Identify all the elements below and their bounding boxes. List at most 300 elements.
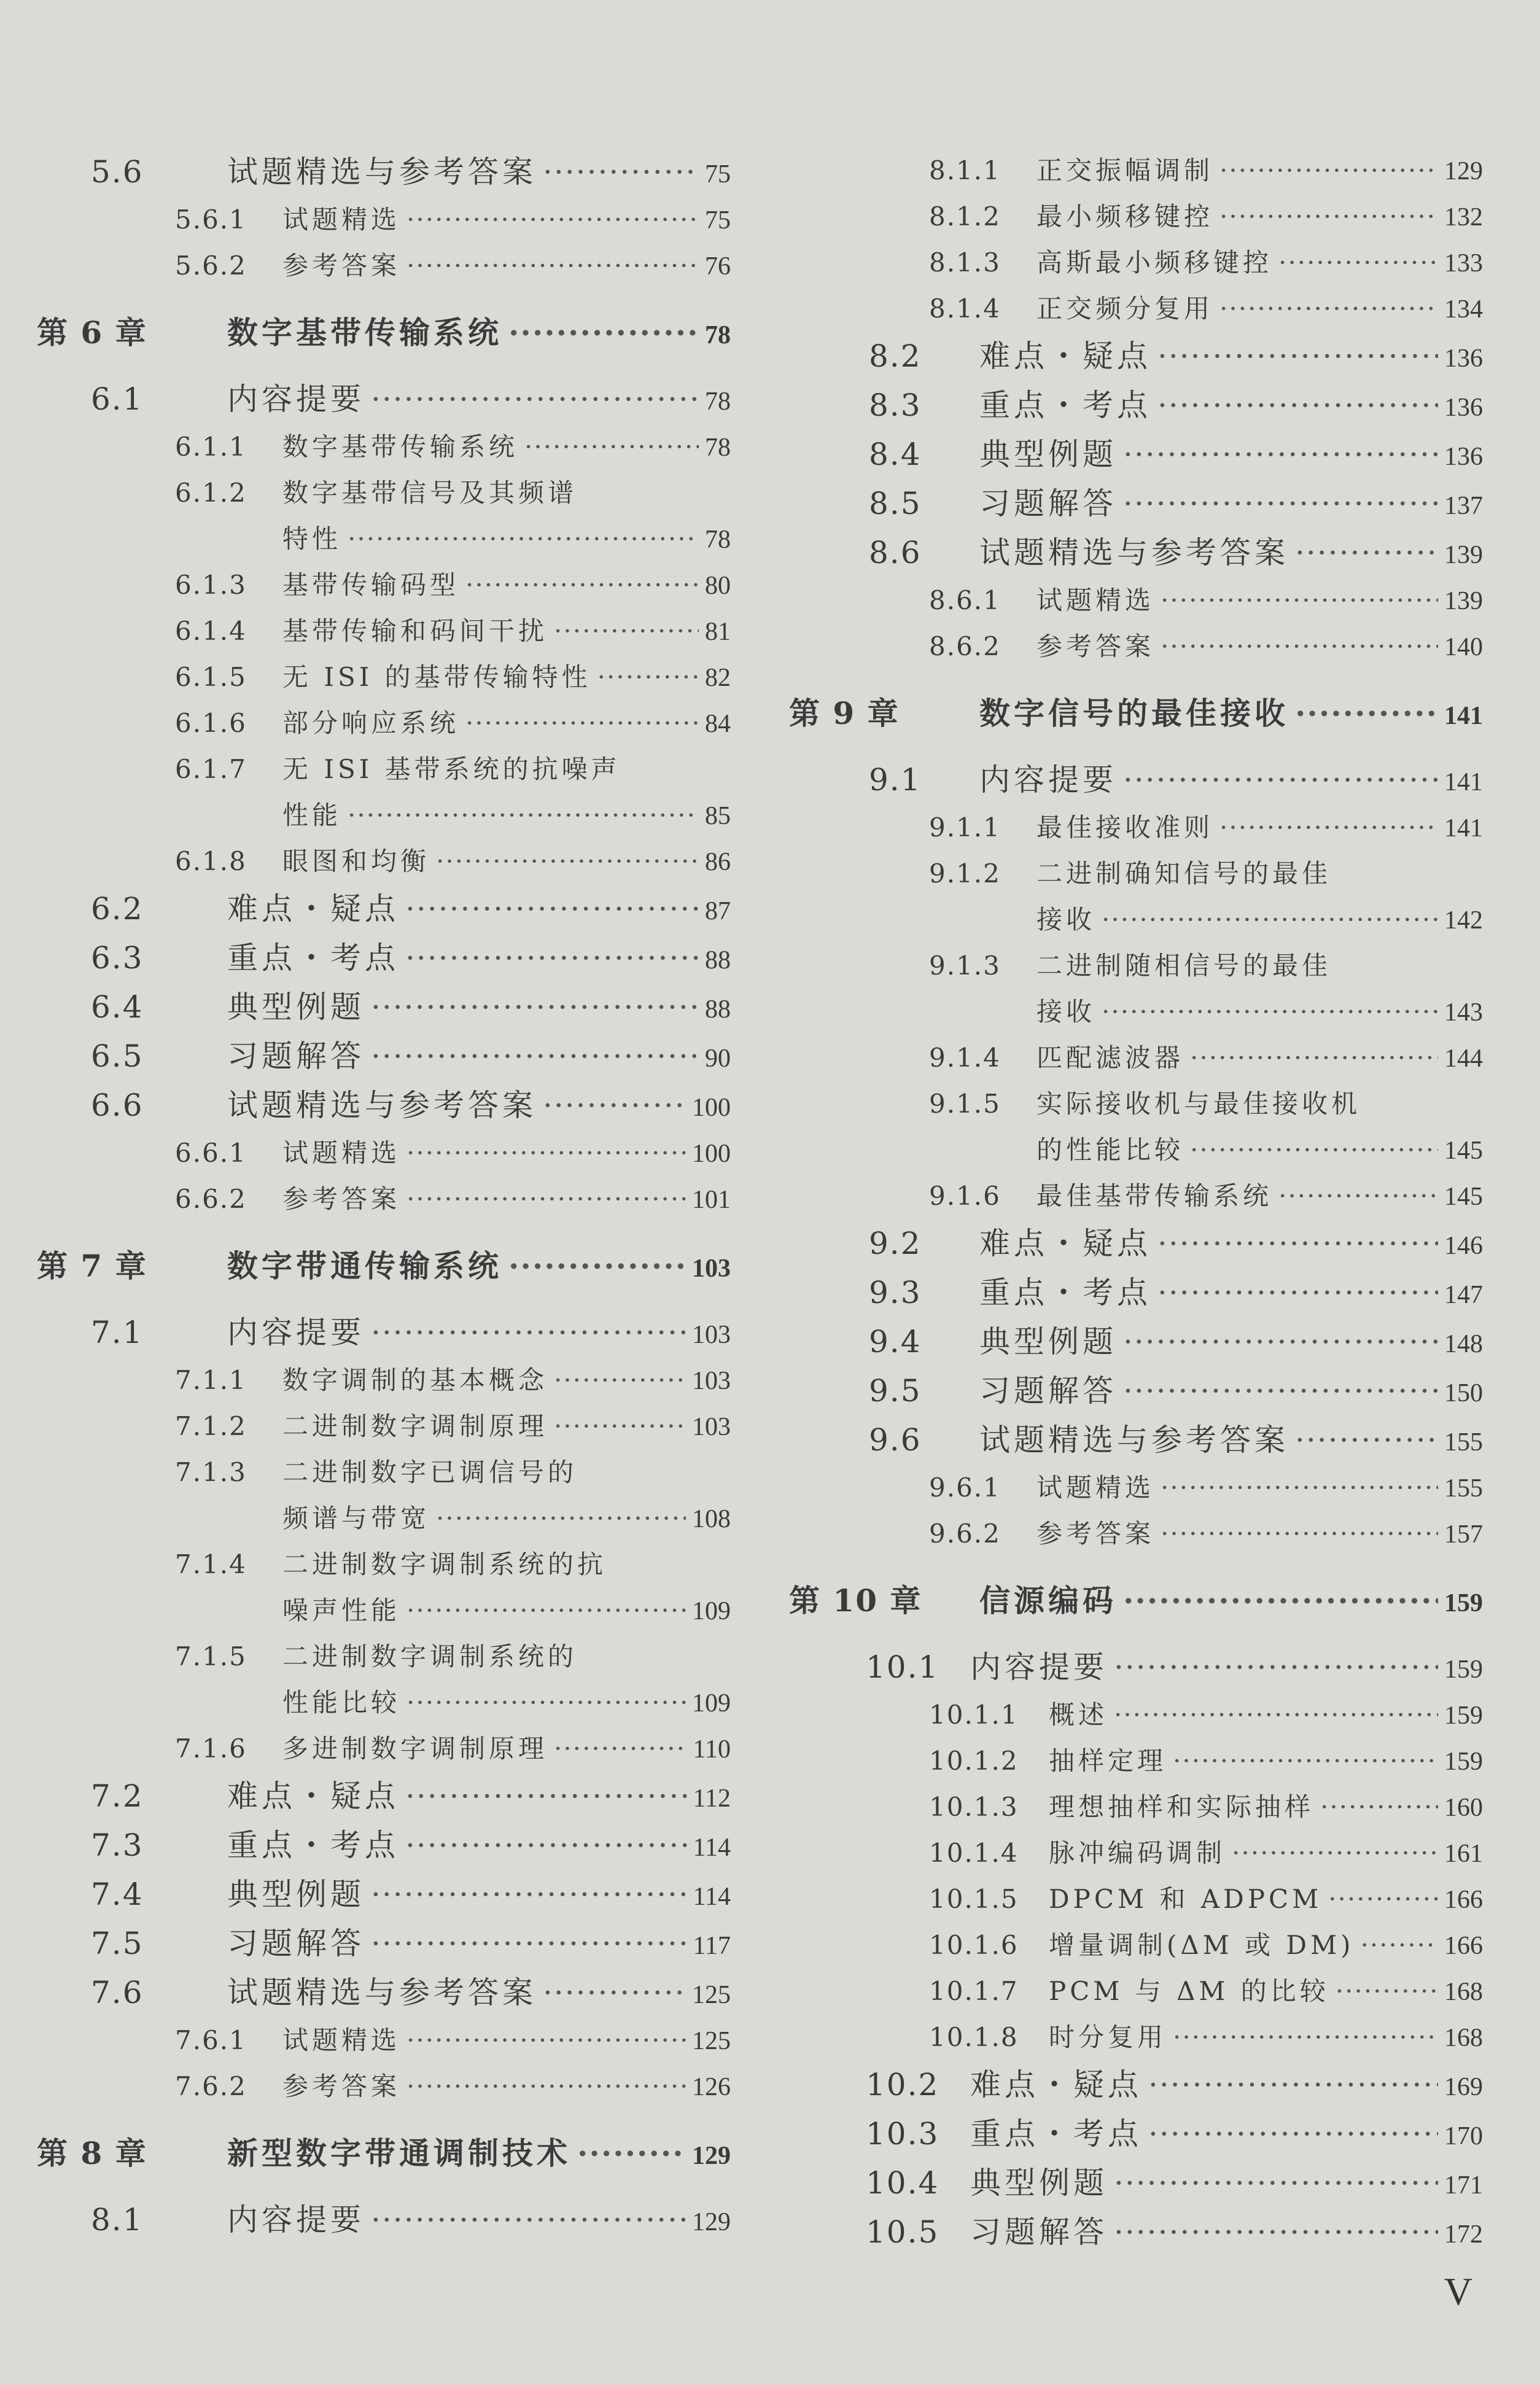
toc-chapter[interactable] (37, 2129, 731, 2178)
toc-entry-page: 141 (1444, 814, 1483, 842)
toc-entry-number: 6.1.4 (175, 616, 247, 646)
toc-section[interactable] (789, 2208, 1483, 2257)
toc-leader-dots (1219, 193, 1438, 239)
toc-entry-number: 8.2 (869, 338, 922, 374)
toc-entry-number: 7.3 (91, 1827, 144, 1863)
toc-entry-title: 实际接收机与最佳接收机 (1036, 1089, 1361, 1119)
toc-entry-page: 87 (705, 897, 731, 925)
toc-subsection[interactable] (789, 804, 1483, 850)
toc-entry-page: 145 (1444, 1183, 1483, 1211)
toc-leader-dots (406, 1587, 686, 1633)
toc-subsection[interactable] (37, 1679, 731, 1726)
toc-leader-dots (1161, 577, 1438, 623)
toc-section[interactable] (37, 1821, 731, 1870)
toc-section[interactable] (789, 1317, 1483, 1366)
toc-entry-title: 试题精选 (282, 204, 401, 235)
toc-section[interactable] (789, 528, 1483, 577)
toc-subsection[interactable] (37, 1449, 731, 1495)
toc-section[interactable] (789, 430, 1483, 479)
toc-entry-page: 86 (705, 848, 731, 876)
toc-entry-number: 8.6.1 (929, 585, 1001, 615)
toc-entry-page: 134 (1444, 295, 1483, 324)
toc-entry-page: 148 (1444, 1330, 1483, 1358)
toc-section[interactable] (37, 1081, 731, 1130)
toc-entry-title: PCM 与 ΔM 的比较 (1049, 1976, 1329, 2006)
toc-subsection[interactable] (789, 850, 1483, 897)
page-number: V (1444, 2270, 1472, 2313)
toc-entry-number: 6.5 (91, 1038, 144, 1074)
toc-leader-dots (1190, 1035, 1438, 1081)
toc-entry-number: 5.6.2 (175, 251, 247, 281)
toc-section[interactable] (37, 884, 731, 933)
toc-leader-dots (1295, 689, 1438, 738)
toc-leader-dots (554, 608, 699, 654)
toc-entry-page: 103 (692, 1255, 731, 1283)
toc-leader-dots (554, 1357, 686, 1403)
toc-subsection[interactable] (789, 1511, 1483, 1557)
toc-entry-title: 习题解答 (227, 1038, 365, 1074)
toc-entry-title: 增量调制(ΔM 或 DM) (1049, 1930, 1355, 1960)
toc-entry-title: 重点・考点 (979, 387, 1151, 423)
toc-column-left (37, 147, 731, 2244)
toc-subsection[interactable] (789, 147, 1483, 193)
toc-entry-page: 169 (1444, 2073, 1483, 2101)
toc-entry-title: 内容提要 (227, 1315, 365, 1350)
toc-entry-title: 难点・疑点 (979, 1226, 1151, 1261)
toc-leader-dots (554, 1403, 686, 1449)
toc-subsection[interactable] (789, 2014, 1483, 2060)
toc-leader-dots (406, 2063, 686, 2109)
toc-entry-number: 5.6 (91, 154, 144, 190)
toc-leader-dots (554, 1726, 687, 1772)
toc-entry-title: 难点・疑点 (227, 1778, 399, 1814)
toc-entry-page: 125 (692, 2027, 731, 2055)
toc-leader-dots (1148, 2060, 1438, 2109)
toc-leader-dots (508, 308, 699, 357)
toc-section[interactable] (789, 2158, 1483, 2208)
toc-entry-page: 159 (1444, 1589, 1483, 1617)
toc-leader-dots (1157, 381, 1438, 430)
toc-entry-number: 6.1.5 (175, 662, 247, 692)
toc-leader-dots (1123, 430, 1438, 479)
toc-subsection[interactable] (789, 943, 1483, 989)
toc-entry-title: 二进制随相信号的最佳 (1036, 951, 1332, 981)
toc-entry-number: 10.1.4 (929, 1838, 1019, 1868)
toc-leader-dots (1161, 623, 1438, 669)
toc-entry-title: 习题解答 (970, 2214, 1108, 2250)
toc-entry-page: 114 (693, 1883, 731, 1911)
toc-entry-title: 习题解答 (979, 1373, 1117, 1409)
toc-section[interactable] (789, 755, 1483, 804)
toc-entry-page: 136 (1444, 394, 1483, 422)
toc-leader-dots (406, 1679, 686, 1726)
toc-entry-title: 数字信号的最佳接收 (979, 695, 1289, 731)
toc-entry-title: 试题精选 (282, 2025, 401, 2055)
toc-entry-page: 101 (692, 1186, 731, 1214)
toc-entry-number: 10.2 (866, 2067, 939, 2103)
toc-subsection[interactable] (37, 1403, 731, 1449)
toc-entry-number: 10.1.1 (929, 1700, 1019, 1730)
toc-subsection[interactable] (37, 1726, 731, 1772)
toc-entry-title: 性能 (282, 800, 342, 830)
toc-entry-page: 103 (692, 1321, 731, 1349)
toc-section[interactable] (789, 1219, 1483, 1268)
toc-section[interactable] (789, 479, 1483, 528)
toc-entry-number: 9.6.1 (929, 1473, 1001, 1503)
toc-leader-dots (1232, 1830, 1438, 1876)
toc-subsection[interactable] (789, 577, 1483, 623)
toc-subsection[interactable] (789, 1922, 1483, 1968)
toc-section[interactable] (789, 1415, 1483, 1465)
toc-leader-dots (348, 516, 699, 562)
toc-entry-number: 6.1.8 (175, 846, 247, 876)
toc-entry-title: 频谱与带宽 (282, 1503, 430, 1533)
toc-leader-dots (1336, 1968, 1438, 2014)
toc-entry-number: 10.5 (866, 2214, 939, 2250)
toc-entry-page: 129 (692, 2208, 731, 2236)
toc-entry-page: 78 (705, 434, 731, 462)
toc-entry-page: 78 (705, 321, 731, 349)
toc-subsection[interactable] (789, 1876, 1483, 1922)
toc-leader-dots (1157, 1219, 1438, 1268)
toc-entry-page: 78 (705, 387, 731, 416)
toc-leader-dots (1102, 989, 1438, 1035)
toc-entry-number: 6.2 (91, 891, 144, 927)
toc-entry-number: 6.6.2 (175, 1184, 247, 1214)
toc-subsection[interactable] (37, 424, 731, 470)
toc-section[interactable] (789, 1268, 1483, 1317)
toc-entry-title: 正交频分复用 (1036, 294, 1214, 324)
toc-subsection[interactable] (789, 239, 1483, 286)
toc-leader-dots (371, 982, 699, 1032)
toc-leader-dots (1320, 1784, 1438, 1830)
toc-entry-number: 7.1.4 (175, 1549, 247, 1579)
toc-entry-page: 141 (1444, 702, 1483, 730)
toc-section[interactable] (37, 1032, 731, 1081)
toc-entry-number: 7.6.2 (175, 2071, 247, 2101)
toc-leader-dots (1123, 1576, 1438, 1625)
toc-entry-title: 信源编码 (979, 1582, 1117, 1619)
toc-leader-dots (406, 196, 699, 243)
toc-entry-page: 136 (1444, 344, 1483, 373)
toc-entry-page: 75 (705, 206, 731, 235)
toc-entry-number: 10.1.2 (929, 1746, 1019, 1776)
toc-entry-page: 125 (692, 1981, 731, 2009)
toc-entry-title: 接收 (1036, 997, 1096, 1027)
toc-subsection[interactable] (789, 1035, 1483, 1081)
toc-entry-page: 103 (692, 1367, 731, 1395)
toc-leader-dots (1157, 1268, 1438, 1317)
toc-entry-title: 数字带通传输系统 (227, 1248, 502, 1284)
toc-entry-title: 试题精选与参考答案 (227, 1087, 537, 1123)
toc-subsection[interactable] (37, 838, 731, 884)
toc-entry-page: 126 (692, 2073, 731, 2101)
toc-subsection[interactable] (789, 1830, 1483, 1876)
toc-entry-number: 9.1 (869, 762, 922, 798)
toc-entry-title: 眼图和均衡 (282, 846, 430, 876)
toc-subsection[interactable] (789, 1784, 1483, 1830)
toc-entry-title: 内容提要 (227, 381, 365, 417)
toc-section[interactable] (789, 1366, 1483, 1415)
toc-entry-title: 最佳基带传输系统 (1036, 1181, 1273, 1211)
toc-leader-dots (1295, 528, 1438, 577)
toc-entry-title: 典型例题 (979, 437, 1117, 472)
toc-entry-page: 160 (1444, 1794, 1483, 1822)
toc-leader-dots (1278, 239, 1438, 286)
toc-entry-title: 试题精选 (1036, 1473, 1155, 1503)
toc-entry-title: 无 ISI 的基带传输特性 (282, 662, 591, 692)
toc-leader-dots (1173, 2014, 1438, 2060)
toc-column-right (789, 147, 1483, 2257)
toc-entry-title: 二进制数字已调信号的 (282, 1457, 578, 1487)
toc-entry-number: 第 7 章 (37, 1248, 147, 1284)
toc-entry-title: 最小频移键控 (1036, 201, 1214, 231)
toc-chapter[interactable] (789, 1576, 1483, 1625)
toc-section[interactable] (37, 982, 731, 1032)
toc-entry-number: 8.5 (869, 486, 922, 521)
toc-subsection[interactable] (37, 1541, 731, 1587)
toc-chapter[interactable] (37, 308, 731, 357)
toc-section[interactable] (37, 1870, 731, 1919)
toc-entry-number: 6.1.2 (175, 478, 247, 508)
toc-entry-number: 7.5 (91, 1926, 144, 1961)
toc-entry-number: 8.1.4 (929, 294, 1001, 324)
toc-entry-number: 10.1.3 (929, 1792, 1019, 1822)
toc-entry-number: 第 8 章 (37, 2135, 147, 2171)
toc-subsection[interactable] (37, 746, 731, 792)
toc-entry-number: 5.6.1 (175, 204, 247, 235)
toc-entry-number: 8.1.2 (929, 201, 1001, 231)
toc-leader-dots (465, 700, 699, 746)
toc-leader-dots (371, 375, 699, 424)
toc-leader-dots (436, 838, 699, 884)
toc-subsection[interactable] (789, 623, 1483, 669)
toc-entry-number: 10.4 (866, 2165, 939, 2201)
toc-entry-page: 129 (1444, 157, 1483, 185)
toc-subsection[interactable] (789, 1127, 1483, 1173)
toc-entry-page: 90 (705, 1045, 731, 1073)
toc-subsection[interactable] (37, 470, 731, 516)
toc-entry-title: 重点・考点 (227, 1827, 399, 1863)
toc-entry-page: 103 (692, 1413, 731, 1441)
toc-entry-page: 139 (1444, 587, 1483, 615)
toc-subsection[interactable] (37, 243, 731, 289)
toc-entry-title: 性能比较 (282, 1687, 401, 1718)
toc-chapter[interactable] (37, 1242, 731, 1291)
toc-entry-title: 数字调制的基本概念 (282, 1365, 548, 1395)
toc-section[interactable] (37, 1772, 731, 1821)
toc-subsection[interactable] (37, 516, 731, 562)
toc-entry-title: 理想抽样和实际抽样 (1049, 1792, 1315, 1822)
toc-entry-number: 6.6 (91, 1087, 144, 1123)
toc-entry-page: 166 (1444, 1886, 1483, 1914)
toc-entry-number: 8.1.3 (929, 247, 1001, 278)
toc-entry-page: 78 (705, 526, 731, 554)
toc-entry-title: 难点・疑点 (979, 338, 1151, 374)
toc-entry-number: 7.2 (91, 1778, 144, 1814)
toc-subsection[interactable] (37, 1495, 731, 1541)
toc-subsection[interactable] (37, 1633, 731, 1679)
toc-leader-dots (1278, 1173, 1438, 1219)
toc-leader-dots (406, 1130, 686, 1176)
toc-entry-page: 172 (1444, 2220, 1483, 2249)
toc-entry-title: 概述 (1049, 1700, 1108, 1730)
toc-entry-title: 的性能比较 (1036, 1135, 1184, 1165)
toc-subsection[interactable] (789, 193, 1483, 239)
toc-chapter[interactable] (789, 689, 1483, 738)
toc-entry-number: 9.4 (869, 1324, 922, 1360)
toc-subsection[interactable] (789, 1968, 1483, 2014)
toc-subsection[interactable] (789, 286, 1483, 332)
toc-entry-page: 100 (692, 1140, 731, 1168)
toc-leader-dots (577, 2129, 686, 2178)
toc-entry-number: 9.3 (869, 1275, 922, 1310)
toc-section[interactable] (789, 2109, 1483, 2158)
toc-entry-title: 参考答案 (282, 2071, 401, 2101)
toc-entry-number: 10.1.6 (929, 1930, 1019, 1960)
toc-entry-number: 8.4 (869, 437, 922, 472)
toc-leader-dots (1219, 147, 1438, 193)
toc-entry-page: 117 (693, 1932, 731, 1960)
toc-subsection[interactable] (789, 1692, 1483, 1738)
toc-subsection[interactable] (37, 700, 731, 746)
toc-entry-title: 典型例题 (979, 1324, 1117, 1360)
toc-entry-number: 10.3 (866, 2116, 939, 2152)
toc-entry-number: 10.1 (866, 1649, 939, 1685)
toc-leader-dots (1328, 1876, 1438, 1922)
toc-entry-title: 数字基带传输系统 (282, 432, 519, 462)
toc-entry-page: 146 (1444, 1232, 1483, 1260)
toc-entry-title: 脉冲编码调制 (1049, 1838, 1226, 1868)
toc-entry-title: 数字基带信号及其频谱 (282, 478, 578, 508)
toc-subsection[interactable] (789, 989, 1483, 1035)
toc-section[interactable] (37, 375, 731, 424)
toc-leader-dots (465, 562, 699, 608)
toc-leader-dots (524, 424, 699, 470)
toc-entry-title: 噪声性能 (282, 1595, 401, 1625)
toc-entry-page: 88 (705, 995, 731, 1024)
toc-entry-title: 难点・疑点 (970, 2067, 1142, 2103)
toc-entry-number: 第 6 章 (37, 314, 147, 351)
toc-leader-dots (1148, 2109, 1438, 2158)
toc-entry-page: 147 (1444, 1281, 1483, 1309)
toc-section[interactable] (37, 2195, 731, 2244)
toc-entry-page: 150 (1444, 1379, 1483, 1407)
toc-entry-number: 7.1.1 (175, 1365, 247, 1395)
toc-entry-page: 133 (1444, 249, 1483, 278)
toc-leader-dots (1114, 1692, 1438, 1738)
toc-entry-number: 6.3 (91, 940, 144, 976)
toc-leader-dots (436, 1495, 686, 1541)
toc-entry-number: 7.4 (91, 1877, 144, 1912)
toc-section[interactable] (37, 1919, 731, 1968)
toc-section[interactable] (789, 1643, 1483, 1692)
toc-entry-page: 159 (1444, 1748, 1483, 1776)
toc-subsection[interactable] (37, 792, 731, 838)
toc-entry-title: 重点・考点 (227, 940, 399, 976)
toc-leader-dots (1114, 1643, 1438, 1692)
toc-entry-number: 9.1.4 (929, 1043, 1001, 1073)
toc-entry-title: 基带传输码型 (282, 570, 460, 600)
toc-section[interactable] (37, 1968, 731, 2017)
toc-entry-page: 114 (693, 1834, 731, 1862)
toc-entry-title: 试题精选与参考答案 (227, 1975, 537, 2010)
toc-entry-number: 7.1.5 (175, 1641, 247, 1671)
toc-subsection[interactable] (37, 1587, 731, 1633)
toc-entry-title: 重点・考点 (970, 2116, 1142, 2152)
toc-subsection[interactable] (37, 1130, 731, 1176)
toc-entry-title: 难点・疑点 (227, 891, 399, 927)
toc-leader-dots (371, 1919, 687, 1968)
toc-subsection[interactable] (789, 1081, 1483, 1127)
toc-section[interactable] (789, 381, 1483, 430)
toc-section[interactable] (37, 147, 731, 196)
toc-subsection[interactable] (37, 1357, 731, 1403)
toc-entry-title: 内容提要 (970, 1649, 1108, 1685)
toc-entry-number: 10.1.8 (929, 2022, 1019, 2052)
toc-leader-dots (1123, 1317, 1438, 1366)
toc-section[interactable] (37, 1308, 731, 1357)
toc-entry-number: 7.6 (91, 1975, 144, 2010)
toc-entry-page: 85 (705, 802, 731, 830)
toc-leader-dots (597, 654, 699, 700)
toc-entry-page: 109 (692, 1689, 731, 1718)
toc-subsection[interactable] (37, 562, 731, 608)
toc-subsection[interactable] (789, 1738, 1483, 1784)
toc-subsection[interactable] (789, 1465, 1483, 1511)
toc-subsection[interactable] (789, 1173, 1483, 1219)
toc-entry-page: 157 (1444, 1520, 1483, 1549)
toc-entry-number: 第 10 章 (789, 1582, 922, 1619)
toc-entry-page: 142 (1444, 906, 1483, 935)
toc-subsection[interactable] (37, 2017, 731, 2063)
toc-entry-number: 9.6.2 (929, 1519, 1001, 1549)
toc-entry-number: 9.1.1 (929, 812, 1001, 842)
toc-leader-dots (371, 2195, 686, 2244)
toc-entry-title: 二进制数字调制系统的 (282, 1641, 578, 1671)
toc-subsection[interactable] (37, 654, 731, 700)
toc-entry-title: 内容提要 (227, 2202, 365, 2238)
toc-entry-page: 139 (1444, 541, 1483, 569)
toc-leader-dots (508, 1242, 686, 1291)
toc-leader-dots (405, 1772, 687, 1821)
toc-entry-title: 正交振幅调制 (1036, 155, 1214, 185)
toc-subsection[interactable] (37, 2063, 731, 2109)
toc-entry-page: 144 (1444, 1045, 1483, 1073)
toc-entry-title: 重点・考点 (979, 1275, 1151, 1310)
toc-entry-title: 高斯最小频移键控 (1036, 247, 1273, 278)
toc-section[interactable] (37, 933, 731, 982)
toc-subsection[interactable] (789, 897, 1483, 943)
toc-section[interactable] (789, 2060, 1483, 2109)
toc-entry-page: 155 (1444, 1428, 1483, 1457)
toc-entry-page: 84 (705, 710, 731, 738)
toc-entry-title: 典型例题 (970, 2165, 1108, 2201)
toc-section[interactable] (789, 332, 1483, 381)
toc-entry-title: 匹配滤波器 (1036, 1043, 1184, 1073)
toc-subsection[interactable] (37, 608, 731, 654)
toc-leader-dots (1102, 897, 1438, 943)
toc-entry-page: 82 (705, 664, 731, 692)
toc-leader-dots (1173, 1738, 1438, 1784)
toc-subsection[interactable] (37, 196, 731, 243)
toc-entry-page: 171 (1444, 2171, 1483, 2200)
toc-entry-page: 80 (705, 572, 731, 600)
toc-subsection[interactable] (37, 1176, 731, 1222)
toc-entry-number: 8.6 (869, 535, 922, 570)
toc-entry-page: 159 (1444, 1655, 1483, 1684)
toc-leader-dots (405, 884, 699, 933)
